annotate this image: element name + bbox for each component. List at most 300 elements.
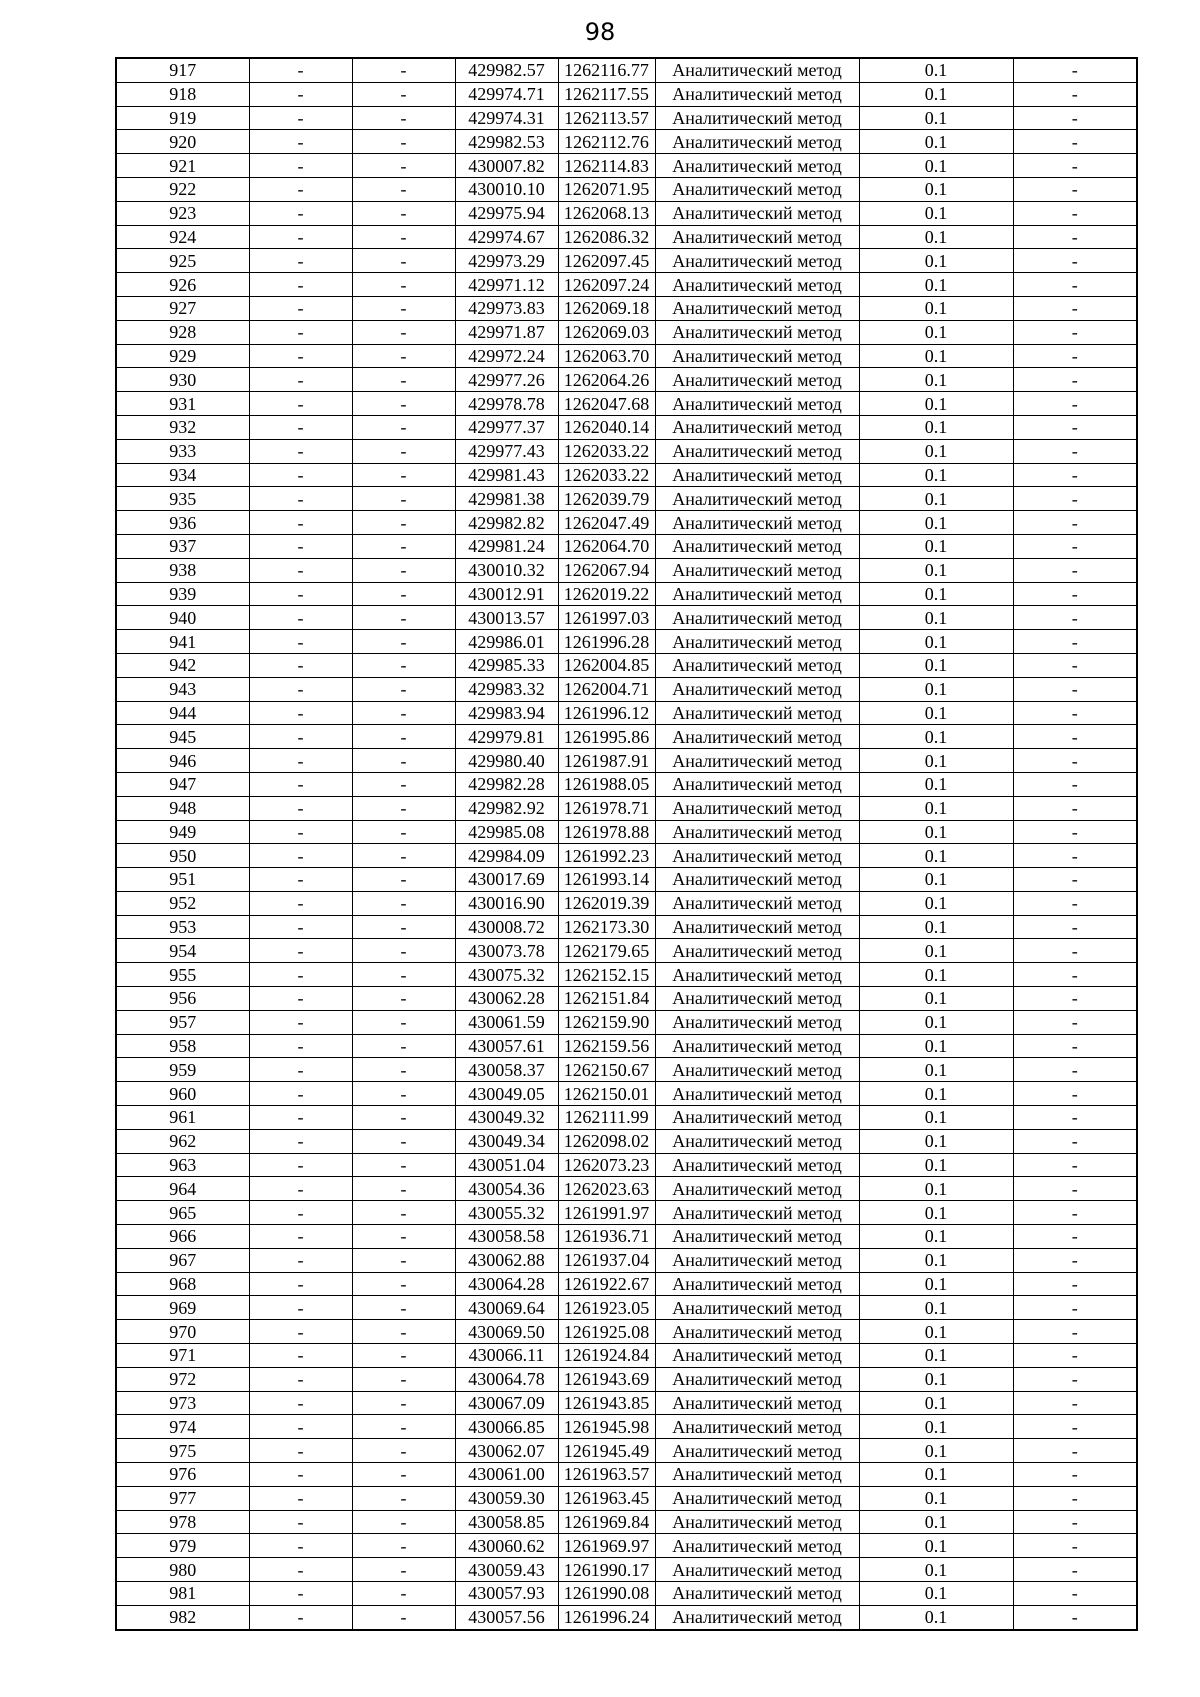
y-coordinate-cell: 1262151.84 — [558, 987, 655, 1011]
col-3-cell: - — [352, 82, 455, 106]
x-coordinate-cell: 430073.78 — [455, 939, 558, 963]
y-coordinate-cell: 1262116.77 — [558, 58, 655, 82]
method-cell: Аналитический метод — [655, 868, 859, 892]
y-coordinate-cell: 1261925.08 — [558, 1320, 655, 1344]
col-2-cell: - — [249, 1415, 352, 1439]
col-3-cell: - — [352, 249, 455, 273]
table-row — [116, 201, 1137, 225]
x-coordinate-cell: 429975.94 — [455, 201, 558, 225]
point-number-cell: 947 — [116, 772, 249, 796]
col-8-cell: - — [1013, 1415, 1137, 1439]
col-3-cell: - — [352, 154, 455, 178]
method-cell: Аналитический метод — [655, 58, 859, 82]
method-cell: Аналитический метод — [655, 915, 859, 939]
y-coordinate-cell: 1262159.56 — [558, 1034, 655, 1058]
x-coordinate-cell: 430010.10 — [455, 177, 558, 201]
x-coordinate-cell: 429982.92 — [455, 796, 558, 820]
method-cell: Аналитический метод — [655, 1582, 859, 1606]
point-number-cell: 944 — [116, 701, 249, 725]
col-8-cell: - — [1013, 1391, 1137, 1415]
x-coordinate-cell: 430013.57 — [455, 606, 558, 630]
x-coordinate-cell: 429984.09 — [455, 844, 558, 868]
y-coordinate-cell: 1262097.24 — [558, 273, 655, 297]
col-3-cell: - — [352, 511, 455, 535]
method-cell: Аналитический метод — [655, 1558, 859, 1582]
col-3-cell: - — [352, 296, 455, 320]
x-coordinate-cell: 430049.34 — [455, 1129, 558, 1153]
col-2-cell: - — [249, 1272, 352, 1296]
accuracy-cell: 0.1 — [859, 796, 1013, 820]
col-3-cell: - — [352, 1010, 455, 1034]
col-2-cell: - — [249, 1558, 352, 1582]
method-cell: Аналитический метод — [655, 772, 859, 796]
x-coordinate-cell: 430058.37 — [455, 1058, 558, 1082]
method-cell: Аналитический метод — [655, 1367, 859, 1391]
y-coordinate-cell: 1261997.03 — [558, 606, 655, 630]
accuracy-cell: 0.1 — [859, 1582, 1013, 1606]
accuracy-cell: 0.1 — [859, 82, 1013, 106]
point-number-cell: 927 — [116, 296, 249, 320]
col-3-cell: - — [352, 368, 455, 392]
y-coordinate-cell: 1261990.17 — [558, 1558, 655, 1582]
col-2-cell: - — [249, 82, 352, 106]
col-2-cell: - — [249, 487, 352, 511]
col-8-cell: - — [1013, 1582, 1137, 1606]
table-row — [116, 154, 1137, 178]
table-row — [116, 558, 1137, 582]
method-cell: Аналитический метод — [655, 130, 859, 154]
method-cell: Аналитический метод — [655, 820, 859, 844]
method-cell: Аналитический метод — [655, 1153, 859, 1177]
method-cell: Аналитический метод — [655, 177, 859, 201]
point-number-cell: 918 — [116, 82, 249, 106]
point-number-cell: 932 — [116, 415, 249, 439]
accuracy-cell: 0.1 — [859, 344, 1013, 368]
table-row — [116, 1486, 1137, 1510]
table-row — [116, 1558, 1137, 1582]
x-coordinate-cell: 429973.29 — [455, 249, 558, 273]
x-coordinate-cell: 429977.37 — [455, 415, 558, 439]
accuracy-cell: 0.1 — [859, 249, 1013, 273]
x-coordinate-cell: 429980.40 — [455, 749, 558, 773]
point-number-cell: 925 — [116, 249, 249, 273]
table-row — [116, 582, 1137, 606]
col-3-cell: - — [352, 1177, 455, 1201]
method-cell: Аналитический метод — [655, 1463, 859, 1487]
col-2-cell: - — [249, 796, 352, 820]
point-number-cell: 978 — [116, 1510, 249, 1534]
col-2-cell: - — [249, 439, 352, 463]
table-row — [116, 415, 1137, 439]
col-3-cell: - — [352, 844, 455, 868]
accuracy-cell: 0.1 — [859, 677, 1013, 701]
x-coordinate-cell: 430008.72 — [455, 915, 558, 939]
table-row — [116, 439, 1137, 463]
col-8-cell: - — [1013, 987, 1137, 1011]
x-coordinate-cell: 429971.87 — [455, 320, 558, 344]
accuracy-cell: 0.1 — [859, 534, 1013, 558]
method-cell: Аналитический метод — [655, 796, 859, 820]
y-coordinate-cell: 1262033.22 — [558, 439, 655, 463]
table-row — [116, 82, 1137, 106]
table-row — [116, 1034, 1137, 1058]
accuracy-cell: 0.1 — [859, 1129, 1013, 1153]
col-3-cell: - — [352, 1605, 455, 1629]
table-row — [116, 939, 1137, 963]
y-coordinate-cell: 1262039.79 — [558, 487, 655, 511]
method-cell: Аналитический метод — [655, 1058, 859, 1082]
col-2-cell: - — [249, 1463, 352, 1487]
accuracy-cell: 0.1 — [859, 1391, 1013, 1415]
method-cell: Аналитический метод — [655, 368, 859, 392]
table-row — [116, 749, 1137, 773]
x-coordinate-cell: 429982.82 — [455, 511, 558, 535]
col-2-cell: - — [249, 249, 352, 273]
table-row — [116, 725, 1137, 749]
col-2-cell: - — [249, 368, 352, 392]
x-coordinate-cell: 429971.12 — [455, 273, 558, 297]
col-2-cell: - — [249, 1248, 352, 1272]
x-coordinate-cell: 430058.85 — [455, 1510, 558, 1534]
x-coordinate-cell: 429985.08 — [455, 820, 558, 844]
col-8-cell: - — [1013, 225, 1137, 249]
col-3-cell: - — [352, 1582, 455, 1606]
col-8-cell: - — [1013, 249, 1137, 273]
accuracy-cell: 0.1 — [859, 201, 1013, 225]
point-number-cell: 923 — [116, 201, 249, 225]
accuracy-cell: 0.1 — [859, 273, 1013, 297]
col-2-cell: - — [249, 1344, 352, 1368]
table-row — [116, 1129, 1137, 1153]
point-number-cell: 949 — [116, 820, 249, 844]
col-2-cell: - — [249, 1177, 352, 1201]
point-number-cell: 924 — [116, 225, 249, 249]
point-number-cell: 930 — [116, 368, 249, 392]
method-cell: Аналитический метод — [655, 582, 859, 606]
accuracy-cell: 0.1 — [859, 939, 1013, 963]
y-coordinate-cell: 1261993.14 — [558, 868, 655, 892]
col-8-cell: - — [1013, 1510, 1137, 1534]
point-number-cell: 929 — [116, 344, 249, 368]
col-3-cell: - — [352, 772, 455, 796]
x-coordinate-cell: 430069.64 — [455, 1296, 558, 1320]
method-cell: Аналитический метод — [655, 1272, 859, 1296]
method-cell: Аналитический метод — [655, 1296, 859, 1320]
col-8-cell: - — [1013, 820, 1137, 844]
col-3-cell: - — [352, 1486, 455, 1510]
point-number-cell: 943 — [116, 677, 249, 701]
point-number-cell: 973 — [116, 1391, 249, 1415]
y-coordinate-cell: 1262117.55 — [558, 82, 655, 106]
y-coordinate-cell: 1261969.84 — [558, 1510, 655, 1534]
page-number: 98 — [584, 18, 616, 46]
point-number-cell: 969 — [116, 1296, 249, 1320]
accuracy-cell: 0.1 — [859, 582, 1013, 606]
col-8-cell: - — [1013, 1010, 1137, 1034]
col-2-cell: - — [249, 1320, 352, 1344]
y-coordinate-cell: 1262047.49 — [558, 511, 655, 535]
y-coordinate-cell: 1261943.85 — [558, 1391, 655, 1415]
x-coordinate-cell: 429973.83 — [455, 296, 558, 320]
y-coordinate-cell: 1262112.76 — [558, 130, 655, 154]
y-coordinate-cell: 1261978.88 — [558, 820, 655, 844]
table-row — [116, 606, 1137, 630]
y-coordinate-cell: 1261995.86 — [558, 725, 655, 749]
col-8-cell: - — [1013, 630, 1137, 654]
col-2-cell: - — [249, 392, 352, 416]
point-number-cell: 917 — [116, 58, 249, 82]
y-coordinate-cell: 1261988.05 — [558, 772, 655, 796]
col-8-cell: - — [1013, 392, 1137, 416]
method-cell: Аналитический метод — [655, 987, 859, 1011]
method-cell: Аналитический метод — [655, 487, 859, 511]
point-number-cell: 979 — [116, 1534, 249, 1558]
x-coordinate-cell: 429974.71 — [455, 82, 558, 106]
col-3-cell: - — [352, 1558, 455, 1582]
x-coordinate-cell: 429983.94 — [455, 701, 558, 725]
method-cell: Аналитический метод — [655, 844, 859, 868]
point-number-cell: 937 — [116, 534, 249, 558]
table-row — [116, 368, 1137, 392]
point-number-cell: 939 — [116, 582, 249, 606]
point-number-cell: 921 — [116, 154, 249, 178]
col-2-cell: - — [249, 320, 352, 344]
col-2-cell: - — [249, 1058, 352, 1082]
x-coordinate-cell: 430067.09 — [455, 1391, 558, 1415]
col-8-cell: - — [1013, 415, 1137, 439]
accuracy-cell: 0.1 — [859, 606, 1013, 630]
col-8-cell: - — [1013, 463, 1137, 487]
y-coordinate-cell: 1261945.49 — [558, 1439, 655, 1463]
col-2-cell: - — [249, 344, 352, 368]
table-row — [116, 653, 1137, 677]
col-3-cell: - — [352, 1367, 455, 1391]
table-row — [116, 273, 1137, 297]
method-cell: Аналитический метод — [655, 201, 859, 225]
accuracy-cell: 0.1 — [859, 630, 1013, 654]
point-number-cell: 952 — [116, 891, 249, 915]
table-row — [116, 1058, 1137, 1082]
method-cell: Аналитический метод — [655, 1605, 859, 1629]
col-8-cell: - — [1013, 130, 1137, 154]
col-2-cell: - — [249, 463, 352, 487]
col-8-cell: - — [1013, 201, 1137, 225]
x-coordinate-cell: 430057.56 — [455, 1605, 558, 1629]
accuracy-cell: 0.1 — [859, 1534, 1013, 1558]
x-coordinate-cell: 429981.38 — [455, 487, 558, 511]
col-3-cell: - — [352, 1391, 455, 1415]
point-number-cell: 933 — [116, 439, 249, 463]
col-3-cell: - — [352, 1463, 455, 1487]
accuracy-cell: 0.1 — [859, 725, 1013, 749]
table-row — [116, 1082, 1137, 1106]
table-row — [116, 1225, 1137, 1249]
method-cell: Аналитический метод — [655, 106, 859, 130]
col-3-cell: - — [352, 463, 455, 487]
col-8-cell: - — [1013, 606, 1137, 630]
col-2-cell: - — [249, 1106, 352, 1130]
x-coordinate-cell: 429979.81 — [455, 725, 558, 749]
method-cell: Аналитический метод — [655, 1225, 859, 1249]
y-coordinate-cell: 1261990.08 — [558, 1582, 655, 1606]
method-cell: Аналитический метод — [655, 273, 859, 297]
x-coordinate-cell: 429983.32 — [455, 677, 558, 701]
x-coordinate-cell: 429977.43 — [455, 439, 558, 463]
y-coordinate-cell: 1261923.05 — [558, 1296, 655, 1320]
col-2-cell: - — [249, 273, 352, 297]
method-cell: Аналитический метод — [655, 154, 859, 178]
point-number-cell: 963 — [116, 1153, 249, 1177]
accuracy-cell: 0.1 — [859, 463, 1013, 487]
y-coordinate-cell: 1262113.57 — [558, 106, 655, 130]
col-8-cell: - — [1013, 1463, 1137, 1487]
x-coordinate-cell: 429982.53 — [455, 130, 558, 154]
col-8-cell: - — [1013, 891, 1137, 915]
col-2-cell: - — [249, 558, 352, 582]
x-coordinate-cell: 430075.32 — [455, 963, 558, 987]
point-number-cell: 956 — [116, 987, 249, 1011]
x-coordinate-cell: 430061.00 — [455, 1463, 558, 1487]
method-cell: Аналитический метод — [655, 1177, 859, 1201]
point-number-cell: 967 — [116, 1248, 249, 1272]
col-8-cell: - — [1013, 154, 1137, 178]
table-row — [116, 177, 1137, 201]
y-coordinate-cell: 1261924.84 — [558, 1344, 655, 1368]
point-number-cell: 957 — [116, 1010, 249, 1034]
col-8-cell: - — [1013, 868, 1137, 892]
accuracy-cell: 0.1 — [859, 1510, 1013, 1534]
x-coordinate-cell: 430057.93 — [455, 1582, 558, 1606]
coordinates-table — [115, 57, 1138, 1631]
accuracy-cell: 0.1 — [859, 653, 1013, 677]
x-coordinate-cell: 430054.36 — [455, 1177, 558, 1201]
point-number-cell: 954 — [116, 939, 249, 963]
col-8-cell: - — [1013, 1201, 1137, 1225]
col-3-cell: - — [352, 273, 455, 297]
accuracy-cell: 0.1 — [859, 987, 1013, 1011]
col-3-cell: - — [352, 1439, 455, 1463]
point-number-cell: 951 — [116, 868, 249, 892]
point-number-cell: 971 — [116, 1344, 249, 1368]
col-8-cell: - — [1013, 1486, 1137, 1510]
point-number-cell: 970 — [116, 1320, 249, 1344]
col-3-cell: - — [352, 796, 455, 820]
point-number-cell: 942 — [116, 653, 249, 677]
x-coordinate-cell: 429978.78 — [455, 392, 558, 416]
point-number-cell: 972 — [116, 1367, 249, 1391]
table-row — [116, 1605, 1137, 1629]
col-3-cell: - — [352, 392, 455, 416]
table-row — [116, 1248, 1137, 1272]
method-cell: Аналитический метод — [655, 677, 859, 701]
table-row — [116, 1415, 1137, 1439]
y-coordinate-cell: 1262069.03 — [558, 320, 655, 344]
accuracy-cell: 0.1 — [859, 868, 1013, 892]
col-2-cell: - — [249, 1582, 352, 1606]
col-3-cell: - — [352, 820, 455, 844]
method-cell: Аналитический метод — [655, 653, 859, 677]
col-2-cell: - — [249, 511, 352, 535]
col-8-cell: - — [1013, 296, 1137, 320]
x-coordinate-cell: 430007.82 — [455, 154, 558, 178]
col-2-cell: - — [249, 415, 352, 439]
method-cell: Аналитический метод — [655, 415, 859, 439]
table-row — [116, 1582, 1137, 1606]
accuracy-cell: 0.1 — [859, 296, 1013, 320]
table-row — [116, 1010, 1137, 1034]
col-8-cell: - — [1013, 58, 1137, 82]
col-3-cell: - — [352, 582, 455, 606]
x-coordinate-cell: 430064.78 — [455, 1367, 558, 1391]
table-row — [116, 58, 1137, 82]
y-coordinate-cell: 1261969.97 — [558, 1534, 655, 1558]
x-coordinate-cell: 429977.26 — [455, 368, 558, 392]
col-3-cell: - — [352, 225, 455, 249]
x-coordinate-cell: 430049.32 — [455, 1106, 558, 1130]
accuracy-cell: 0.1 — [859, 177, 1013, 201]
method-cell: Аналитический метод — [655, 1010, 859, 1034]
y-coordinate-cell: 1262173.30 — [558, 915, 655, 939]
accuracy-cell: 0.1 — [859, 106, 1013, 130]
x-coordinate-cell: 429981.24 — [455, 534, 558, 558]
col-2-cell: - — [249, 749, 352, 773]
y-coordinate-cell: 1262023.63 — [558, 1177, 655, 1201]
x-coordinate-cell: 430061.59 — [455, 1010, 558, 1034]
table-row — [116, 296, 1137, 320]
y-coordinate-cell: 1261937.04 — [558, 1248, 655, 1272]
accuracy-cell: 0.1 — [859, 392, 1013, 416]
col-3-cell: - — [352, 1225, 455, 1249]
method-cell: Аналитический метод — [655, 1129, 859, 1153]
col-3-cell: - — [352, 1296, 455, 1320]
accuracy-cell: 0.1 — [859, 1415, 1013, 1439]
accuracy-cell: 0.1 — [859, 130, 1013, 154]
point-number-cell: 959 — [116, 1058, 249, 1082]
table-row — [116, 225, 1137, 249]
col-3-cell: - — [352, 868, 455, 892]
col-8-cell: - — [1013, 915, 1137, 939]
col-2-cell: - — [249, 1605, 352, 1629]
table-row — [116, 796, 1137, 820]
accuracy-cell: 0.1 — [859, 1248, 1013, 1272]
col-2-cell: - — [249, 844, 352, 868]
col-8-cell: - — [1013, 582, 1137, 606]
method-cell: Аналитический метод — [655, 891, 859, 915]
method-cell: Аналитический метод — [655, 725, 859, 749]
table-row — [116, 915, 1137, 939]
col-3-cell: - — [352, 1106, 455, 1130]
y-coordinate-cell: 1262063.70 — [558, 344, 655, 368]
accuracy-cell: 0.1 — [859, 1010, 1013, 1034]
x-coordinate-cell: 429972.24 — [455, 344, 558, 368]
x-coordinate-cell: 430062.88 — [455, 1248, 558, 1272]
x-coordinate-cell: 429985.33 — [455, 653, 558, 677]
method-cell: Аналитический метод — [655, 1534, 859, 1558]
accuracy-cell: 0.1 — [859, 320, 1013, 344]
col-3-cell: - — [352, 891, 455, 915]
accuracy-cell: 0.1 — [859, 1106, 1013, 1130]
y-coordinate-cell: 1261992.23 — [558, 844, 655, 868]
point-number-cell: 935 — [116, 487, 249, 511]
accuracy-cell: 0.1 — [859, 1558, 1013, 1582]
accuracy-cell: 0.1 — [859, 487, 1013, 511]
table-row — [116, 1201, 1137, 1225]
point-number-cell: 981 — [116, 1582, 249, 1606]
col-3-cell: - — [352, 439, 455, 463]
col-2-cell: - — [249, 1367, 352, 1391]
col-8-cell: - — [1013, 534, 1137, 558]
table-row — [116, 344, 1137, 368]
